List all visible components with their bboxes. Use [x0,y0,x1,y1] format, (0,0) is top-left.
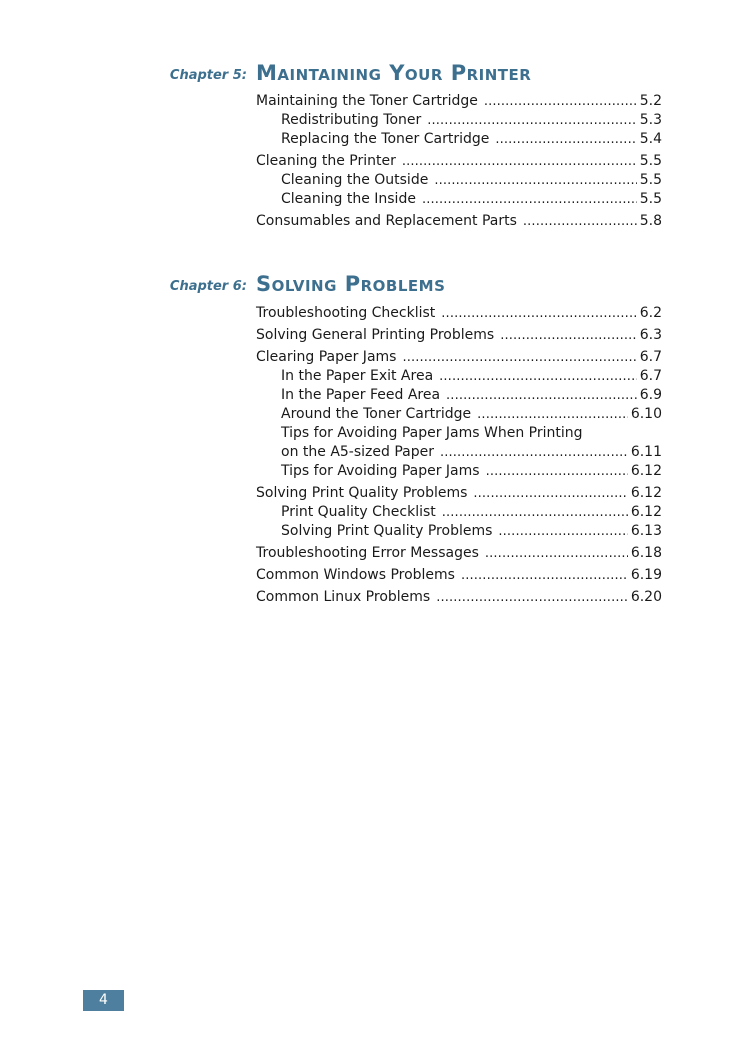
toc-entry-title: Common Linux Problems [256,589,431,605]
dot-leader [486,462,628,481]
dot-leader [402,152,637,171]
dot-leader [434,171,636,190]
dot-leader [498,522,627,541]
toc-entry-page: 6.12 [630,463,662,479]
toc-entry-title: Cleaning the Inside [281,191,416,207]
toc-entry-title: Redistributing Toner [281,112,422,128]
toc-entry[interactable] [256,111,662,130]
toc-entry[interactable] [256,405,662,424]
toc-entry-page: 6.20 [630,589,662,605]
dot-leader [436,588,628,607]
toc-entry-page: 5.5 [639,172,662,188]
dot-leader [439,367,637,386]
toc-entry-title: Cleaning the Printer [256,153,396,169]
toc-entry-title: In the Paper Exit Area [281,368,434,384]
toc-entry-page: 6.11 [630,444,662,460]
dot-leader [484,92,637,111]
toc-entry[interactable] [256,588,662,607]
toc-entry-page: 5.4 [639,131,662,147]
toc-entry-title: on the A5-sized Paper [281,444,434,460]
toc-entry-title: Tips for Avoiding Paper Jams When Printing [281,425,583,441]
toc-entry[interactable] [256,566,662,585]
toc-entry-title: Maintaining the Toner Cartridge [256,93,478,109]
toc-entry[interactable] [256,443,662,462]
toc-entry[interactable] [256,367,662,386]
toc-entry-title: In the Paper Feed Area [281,387,441,403]
toc-entry-page: 6.3 [639,327,662,343]
toc-entry-title: Print Quality Checklist [281,504,436,520]
dot-leader [473,484,627,503]
toc-entry-page: 5.5 [639,153,662,169]
dot-leader [500,326,637,345]
dot-leader [440,443,628,462]
chapter-5-toc [256,92,662,231]
chapter-6-heading [0,266,753,296]
toc-entry-title: Replacing the Toner Cartridge [281,131,490,147]
toc-entry-title: Solving General Printing Problems [256,327,495,343]
toc-entry[interactable] [256,503,662,522]
dot-leader [441,304,636,323]
toc-entry[interactable] [256,92,662,111]
dot-leader [427,111,636,130]
toc-entry[interactable] [256,212,662,231]
toc-entry-title: Around the Toner Cartridge [281,406,472,422]
toc-entry-page: 6.12 [630,504,662,520]
toc-entry[interactable] [256,171,662,190]
toc-entry[interactable] [256,522,662,541]
dot-leader [477,405,628,424]
toc-entry-page: 5.3 [639,112,662,128]
dot-leader [461,566,628,585]
toc-entry-title: Troubleshooting Checklist [256,305,436,321]
dot-leader [485,544,628,563]
toc-entry-page: 6.2 [639,305,662,321]
chapter-6-title: Solving Problems [256,272,446,296]
toc-entry-page: 5.8 [639,213,662,229]
toc-entry-title: Consumables and Replacement Parts [256,213,517,229]
toc-entry[interactable] [256,424,662,443]
page-number: 4 [99,992,108,1008]
toc-entry[interactable] [256,544,662,563]
toc-entry-page: 5.2 [639,93,662,109]
toc-entry-page: 6.10 [630,406,662,422]
dot-leader [402,348,636,367]
dot-leader [442,503,628,522]
toc-entry-title: Cleaning the Outside [281,172,429,188]
toc-entry-title: Solving Print Quality Problems [256,485,468,501]
toc-entry-page: 6.9 [639,387,662,403]
chapter-5-heading [0,55,753,85]
toc-entry[interactable] [256,130,662,149]
toc-entry[interactable] [256,484,662,503]
toc-entry-title: Solving Print Quality Problems [281,523,493,539]
dot-leader [523,212,637,231]
toc-entry-title: Tips for Avoiding Paper Jams [281,463,480,479]
toc-entry[interactable] [256,190,662,209]
toc-entry-page: 6.18 [630,545,662,561]
toc-entry-page: 6.13 [630,523,662,539]
chapter-5-label: Chapter 5: [169,68,247,83]
chapter-6-label: Chapter 6: [169,279,247,294]
toc-entry[interactable] [256,304,662,323]
dot-leader [422,190,637,209]
toc-entry-page: 6.12 [630,485,662,501]
toc-entry-page: 6.7 [639,368,662,384]
toc-entry-title: Common Windows Problems [256,567,455,583]
dot-leader [446,386,637,405]
toc-entry[interactable] [256,326,662,345]
toc-entry-title: Troubleshooting Error Messages [256,545,479,561]
toc-entry-page: 5.5 [639,191,662,207]
chapter-6-toc [256,304,662,607]
toc-entry-title: Clearing Paper Jams [256,349,397,365]
chapter-5-title: Maintaining Your Printer [256,61,532,85]
toc-entry[interactable] [256,462,662,481]
dot-leader [495,130,636,149]
toc-entry[interactable] [256,386,662,405]
toc-entry-page: 6.19 [630,567,662,583]
page-number-tab [83,990,124,1011]
toc-entry-page: 6.7 [639,349,662,365]
toc-entry[interactable] [256,152,662,171]
toc-entry[interactable] [256,348,662,367]
